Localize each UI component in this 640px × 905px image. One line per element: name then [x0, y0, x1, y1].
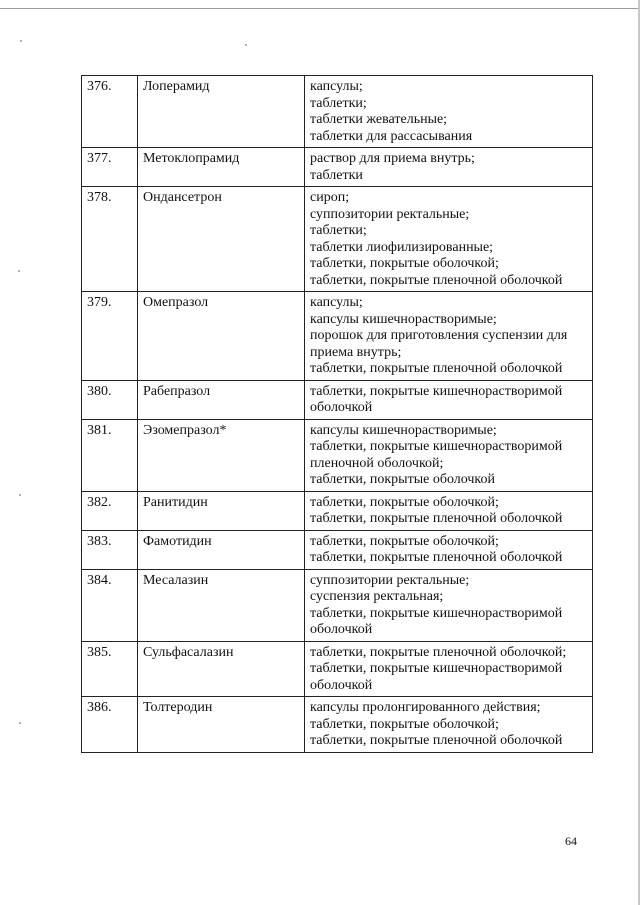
page-number: 64 [565, 834, 577, 848]
dosage-form-line: таблетки, покрытые кишечнорастворимой [310, 383, 563, 399]
scan-speck [18, 270, 20, 272]
dosage-form-line: таблетки лиофилизированные; [310, 239, 494, 255]
dosage-form-line: суспензия ректальная; [310, 589, 444, 604]
dosage-form-line: таблетки жевательные; [310, 112, 448, 127]
row-number: 379. [82, 292, 138, 381]
scan-speck [19, 494, 21, 496]
row-number: 386. [82, 697, 138, 753]
dosage-form-line: оболочкой [310, 677, 373, 693]
scan-speck [19, 722, 21, 724]
dosage-form-line: суппозитории ректальные; [310, 206, 470, 222]
drug-name: Эзомепразол* [138, 419, 305, 491]
dosage-form-line: капсулы; [310, 295, 363, 310]
table-row [82, 641, 593, 697]
dosage-form-line: таблетки, покрытые пленочной оболочкой [310, 272, 563, 288]
dosage-form-line: оболочкой [310, 622, 373, 637]
drug-table [81, 75, 593, 753]
dosage-forms [305, 148, 593, 187]
dosage-form-line: таблетки [310, 167, 363, 183]
dosage-forms [305, 187, 593, 292]
scan-top-edge [0, 8, 640, 9]
dosage-form-line: таблетки; [310, 95, 367, 111]
dosage-form-line: порошок для приготовления суспензии для [310, 328, 568, 343]
table-row [82, 697, 593, 753]
drug-name: Месалазин [138, 569, 305, 641]
row-number: 384. [82, 569, 138, 641]
dosage-forms [305, 419, 593, 491]
dosage-form-line: суппозитории ректальные; [310, 572, 470, 588]
row-number: 380. [82, 380, 138, 419]
dosage-form-line: капсулы; [310, 79, 363, 94]
dosage-forms [305, 491, 593, 530]
dosage-forms [305, 530, 593, 569]
dosage-form-line: таблетки, покрытые пленочной оболочкой; [310, 644, 567, 660]
dosage-forms [305, 569, 593, 641]
dosage-forms [305, 76, 593, 148]
dosage-form-line: таблетки, покрытые кишечнорастворимой [310, 605, 563, 621]
dosage-form-line: таблетки, покрытые оболочкой; [310, 716, 499, 732]
dosage-form-line: таблетки, покрытые оболочкой; [310, 533, 499, 549]
dosage-form-line: таблетки; [310, 223, 367, 238]
table-row [82, 292, 593, 381]
dosage-form-line: таблетки, покрытые оболочкой; [310, 256, 499, 271]
table-row [82, 187, 593, 292]
row-number: 378. [82, 187, 138, 292]
dosage-form-line: капсулы кишечнорастворимые; [310, 422, 497, 438]
dosage-form-line: таблетки, покрытые пленочной оболочкой [310, 550, 563, 565]
drug-name: Ондансетрон [138, 187, 305, 292]
table-row [82, 148, 593, 187]
table-row [82, 419, 593, 491]
drug-name: Ранитидин [138, 491, 305, 530]
drug-name: Метоклопрамид [138, 148, 305, 187]
dosage-form-line: раствор для приема внутрь; [310, 151, 475, 166]
dosage-form-line: таблетки, покрытые оболочкой [310, 472, 496, 487]
drug-name: Фамотидин [138, 530, 305, 569]
drug-name: Сульфасалазин [138, 641, 305, 697]
table-row [82, 530, 593, 569]
dosage-form-line: капсулы пролонгированного действия; [310, 700, 541, 715]
row-number: 377. [82, 148, 138, 187]
dosage-form-line: таблетки, покрытые пленочной оболочкой [310, 733, 563, 748]
row-number: 385. [82, 641, 138, 697]
row-number: 381. [82, 419, 138, 491]
drug-name: Омепразол [138, 292, 305, 381]
row-number: 382. [82, 491, 138, 530]
table-row [82, 491, 593, 530]
row-number: 376. [82, 76, 138, 148]
dosage-forms [305, 380, 593, 419]
table-row [82, 569, 593, 641]
dosage-form-line: таблетки, покрытые пленочной оболочкой [310, 511, 563, 526]
table-row [82, 76, 593, 148]
drug-name: Толтеродин [138, 697, 305, 753]
dosage-form-line: оболочкой [310, 400, 373, 415]
dosage-forms [305, 292, 593, 381]
dosage-forms [305, 641, 593, 697]
drug-name: Лоперамид [138, 76, 305, 148]
drug-name: Рабепразол [138, 380, 305, 419]
dosage-forms [305, 697, 593, 753]
dosage-form-line: таблетки для рассасывания [310, 128, 473, 144]
dosage-form-line: таблетки, покрытые пленочной оболочкой [310, 361, 563, 376]
drug-table-body [82, 76, 593, 753]
dosage-form-line: приема внутрь; [310, 344, 402, 360]
dosage-form-line: капсулы кишечнорастворимые; [310, 311, 497, 327]
dosage-form-line: таблетки, покрытые кишечнорастворимой [310, 661, 563, 676]
row-number: 383. [82, 530, 138, 569]
scan-speck [20, 40, 22, 42]
dosage-form-line: сироп; [310, 190, 350, 205]
dosage-form-line: таблетки, покрытые оболочкой; [310, 494, 499, 510]
dosage-form-line: таблетки, покрытые кишечнорастворимой [310, 439, 563, 454]
scan-speck [245, 44, 247, 46]
table-row [82, 380, 593, 419]
dosage-form-line: пленочной оболочкой; [310, 455, 444, 471]
